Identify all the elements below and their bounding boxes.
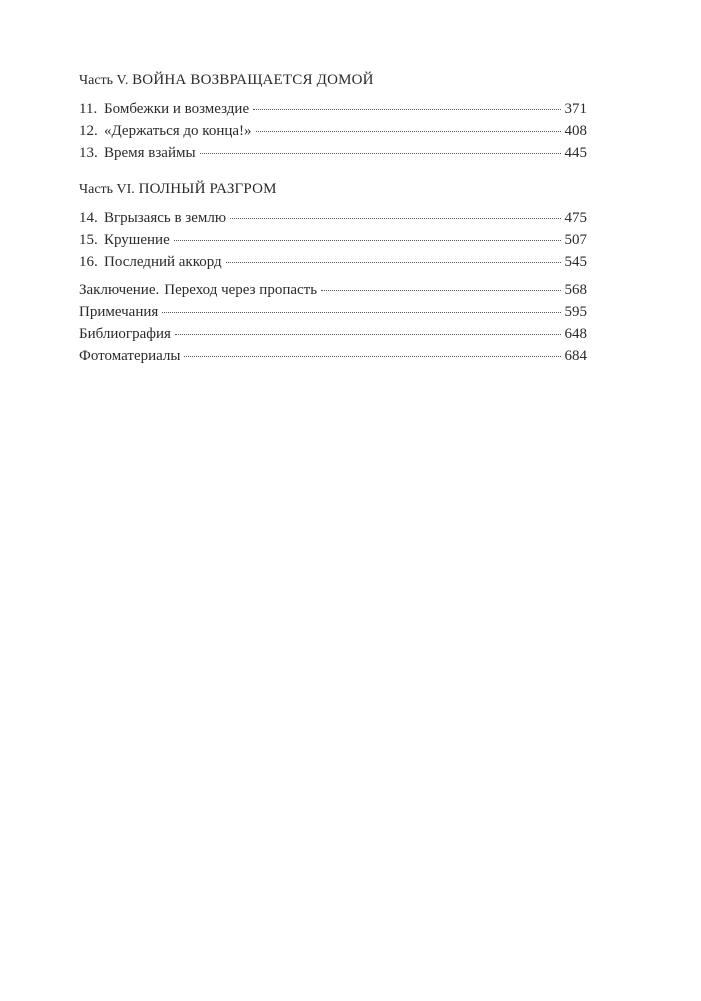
back-matter-prefix: Заключение. (79, 282, 160, 298)
page-number: 445 (564, 145, 587, 161)
dot-leader (226, 261, 561, 263)
part-heading (79, 69, 587, 91)
page-number: 545 (564, 254, 587, 270)
back-matter-title: Библиография (79, 326, 171, 342)
chapter-title: Вгрызаясь в землю (104, 210, 227, 226)
back-matter-title: Примечания (79, 304, 159, 320)
toc-entry[interactable] (79, 142, 587, 164)
page-number: 684 (564, 348, 587, 364)
toc-entry[interactable] (79, 251, 587, 273)
chapter-number: 13. (79, 145, 98, 161)
dot-leader (321, 289, 560, 291)
dot-leader (200, 152, 561, 154)
chapter-number: 16. (79, 254, 98, 270)
back-matter-title-text: Переход через пропасть (164, 282, 318, 298)
part-label: Часть VI. (79, 182, 135, 197)
back-matter-list (79, 279, 587, 367)
chapter-number: 11. (79, 101, 98, 117)
dot-leader (174, 239, 561, 241)
toc-entry[interactable] (79, 120, 587, 142)
chapter-title: Время взаймы (104, 145, 196, 161)
toc-entry[interactable] (79, 323, 587, 345)
dot-leader (162, 311, 560, 313)
dot-leader (184, 355, 560, 357)
toc-entry[interactable] (79, 279, 587, 301)
back-matter-title (79, 279, 319, 301)
page-number: 595 (564, 304, 587, 320)
chapter-list (79, 98, 587, 164)
chapter-title: Бомбежки и возмездие (104, 101, 250, 117)
chapter-number: 15. (79, 232, 98, 248)
page-number: 648 (564, 326, 587, 342)
page-number: 507 (564, 232, 587, 248)
back-matter-title: Фотоматериалы (79, 348, 181, 364)
part-title: ПОЛНЫЙ РАЗГРОМ (138, 181, 277, 197)
chapter-title: «Держаться до конца!» (104, 123, 252, 139)
toc-entry[interactable] (79, 207, 587, 229)
chapter-title: Крушение (104, 232, 170, 248)
chapter-number: 12. (79, 123, 98, 139)
dot-leader (175, 333, 561, 335)
part-title: ВОЙНА ВОЗВРАЩАЕТСЯ ДОМОЙ (132, 72, 374, 88)
toc-entry[interactable] (79, 345, 587, 367)
part-heading (79, 178, 587, 200)
dot-leader (230, 217, 560, 219)
dot-leader (253, 108, 560, 110)
chapter-list (79, 207, 587, 273)
page-number: 568 (564, 282, 587, 298)
chapter-number: 14. (79, 210, 98, 226)
toc-entry[interactable] (79, 301, 587, 323)
page-number: 475 (564, 210, 587, 226)
toc-entry[interactable] (79, 98, 587, 120)
page-number: 408 (564, 123, 587, 139)
dot-leader (256, 130, 561, 132)
page-number: 371 (564, 101, 587, 117)
toc-entry[interactable] (79, 229, 587, 251)
chapter-title: Последний аккорд (104, 254, 222, 270)
part-label: Часть V. (79, 73, 129, 88)
